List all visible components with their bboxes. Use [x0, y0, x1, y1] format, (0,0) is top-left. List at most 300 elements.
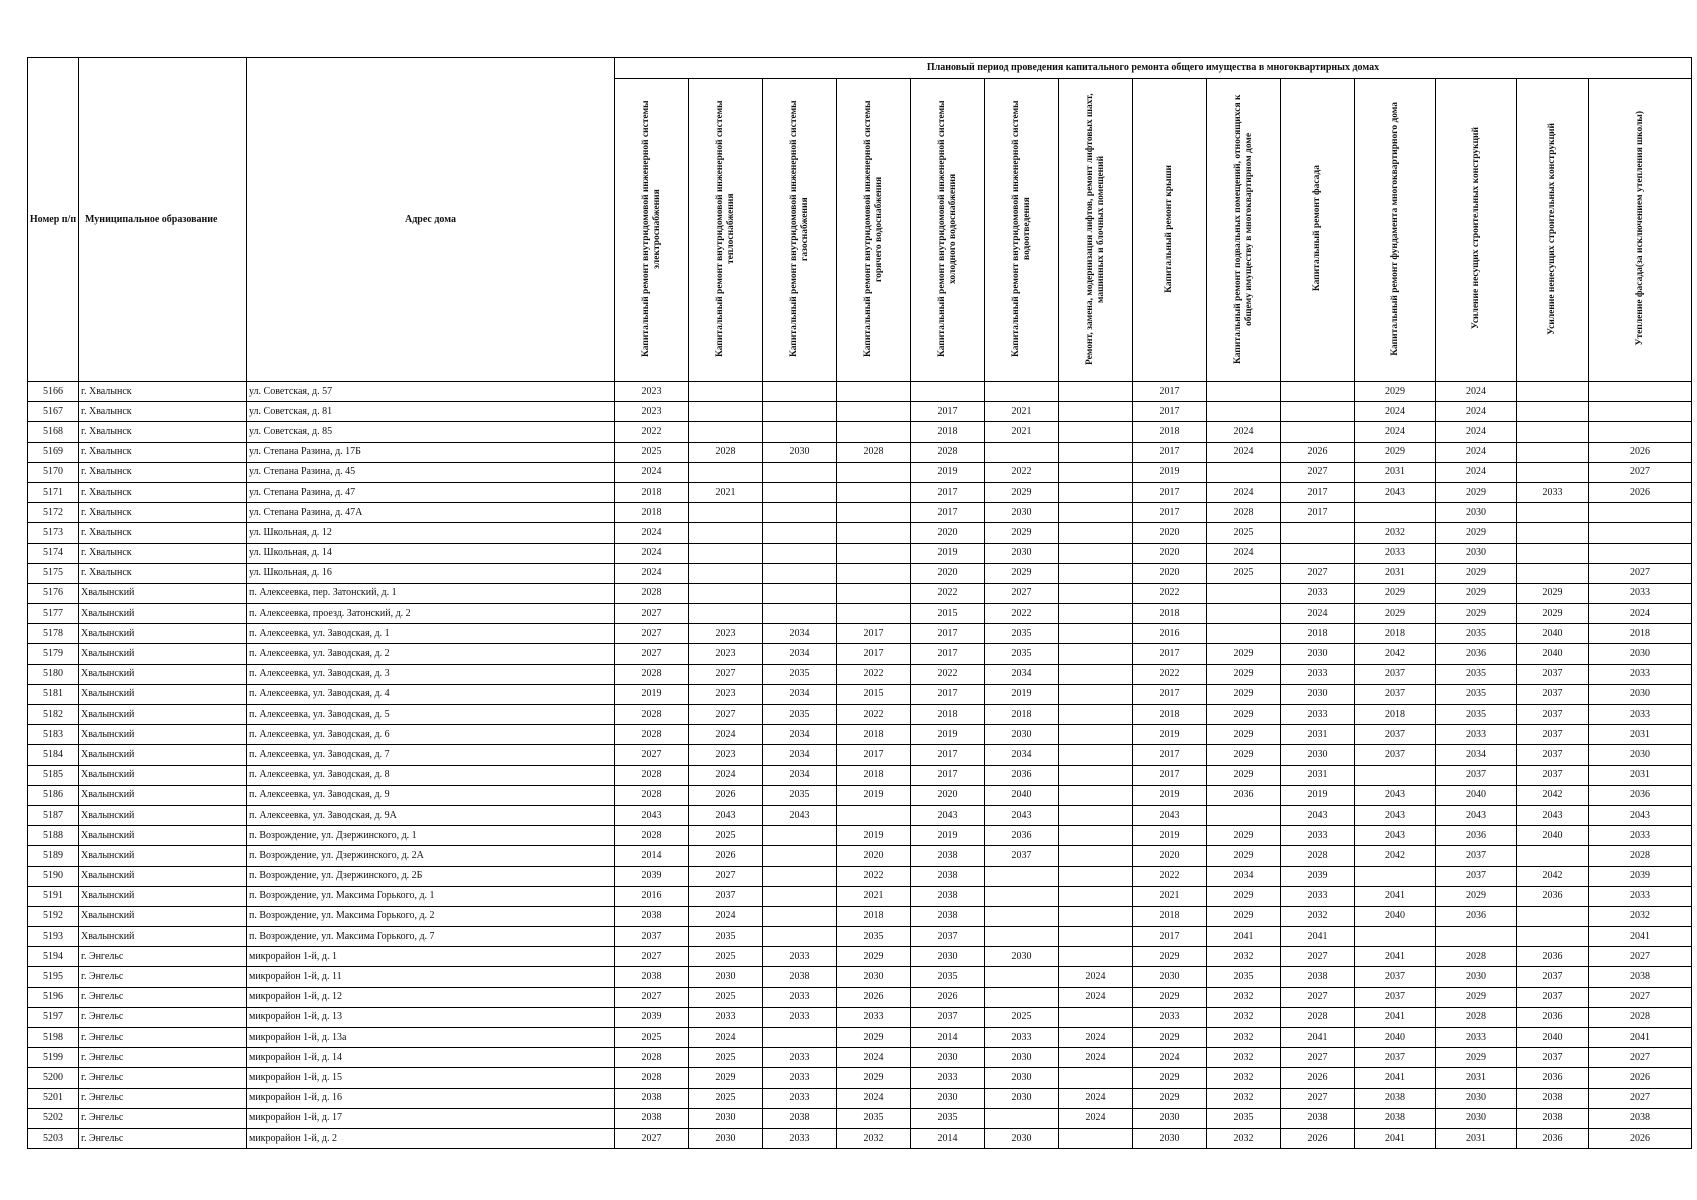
cell-year: [763, 846, 837, 866]
cell-year: 2035: [837, 1108, 911, 1128]
cell-year: 2025: [615, 442, 689, 462]
cell-year: [1517, 382, 1589, 402]
cell-year: 2022: [1133, 866, 1207, 886]
cell-number: 5193: [28, 927, 79, 947]
cell-municipality: Хвалынский: [79, 705, 247, 725]
cell-municipality: г. Хвалынск: [79, 402, 247, 422]
cell-year: 2038: [911, 866, 985, 886]
cell-year: 2030: [1133, 1108, 1207, 1128]
cell-year: 2029: [1207, 664, 1281, 684]
cell-number: 5197: [28, 1007, 79, 1027]
cell-year: 2027: [615, 1128, 689, 1148]
cell-year: 2025: [1207, 523, 1281, 543]
cell-year: [985, 967, 1059, 987]
cell-year: [1355, 866, 1436, 886]
cell-year: 2041: [1589, 1028, 1692, 1048]
cell-address: п. Возрождение, ул. Дзержинского, д. 2А: [247, 846, 615, 866]
header-work-9: [1207, 79, 1281, 382]
cell-year: 2030: [1281, 684, 1355, 704]
cell-year: 2038: [911, 886, 985, 906]
cell-year: 2029: [985, 563, 1059, 583]
cell-year: 2022: [1133, 583, 1207, 603]
table-row: [28, 1068, 1692, 1088]
cell-year: 2038: [615, 906, 689, 926]
cell-number: 5195: [28, 967, 79, 987]
cell-year: 2024: [1355, 402, 1436, 422]
header-work-1: [615, 79, 689, 382]
cell-year: 2028: [615, 1048, 689, 1068]
cell-number: 5196: [28, 987, 79, 1007]
cell-year: 2027: [689, 866, 763, 886]
cell-year: 2025: [689, 826, 763, 846]
cell-year: 2019: [837, 826, 911, 846]
cell-year: 2025: [689, 987, 763, 1007]
table-row: [28, 442, 1692, 462]
table-row: [28, 523, 1692, 543]
cell-year: [763, 462, 837, 482]
cell-year: 2038: [911, 906, 985, 926]
cell-year: 2017: [911, 624, 985, 644]
header-work-4: [837, 79, 911, 382]
cell-year: 2027: [615, 745, 689, 765]
cell-year: [689, 382, 763, 402]
cell-year: 2033: [1517, 482, 1589, 502]
cell-year: [1059, 382, 1133, 402]
cell-year: [763, 604, 837, 624]
cell-year: 2022: [837, 664, 911, 684]
cell-year: [1059, 725, 1133, 745]
cell-address: микрорайон 1-й, д. 14: [247, 1048, 615, 1068]
cell-year: 2020: [837, 846, 911, 866]
cell-address: п. Алексеевка, ул. Заводская, д. 9: [247, 785, 615, 805]
cell-year: 2020: [1133, 846, 1207, 866]
cell-year: 2037: [1355, 725, 1436, 745]
cell-year: 2027: [1589, 987, 1692, 1007]
cell-year: 2043: [911, 805, 985, 825]
cell-year: [1355, 765, 1436, 785]
cell-year: 2018: [1133, 906, 1207, 926]
cell-year: 2017: [1133, 402, 1207, 422]
cell-year: [763, 382, 837, 402]
cell-year: 2041: [1589, 927, 1692, 947]
cell-year: 2024: [1589, 604, 1692, 624]
capital-repair-table: [27, 57, 1692, 1149]
cell-year: 2032: [1207, 947, 1281, 967]
cell-year: [985, 442, 1059, 462]
cell-year: 2040: [1436, 785, 1517, 805]
cell-year: 2041: [1355, 1068, 1436, 1088]
cell-year: [1059, 402, 1133, 422]
cell-year: 2024: [615, 462, 689, 482]
table-row: [28, 805, 1692, 825]
cell-year: 2029: [1436, 987, 1517, 1007]
cell-year: 2022: [615, 422, 689, 442]
cell-year: 2024: [615, 523, 689, 543]
cell-year: 2038: [1517, 1108, 1589, 1128]
cell-year: [1059, 785, 1133, 805]
header-work-label: Капитальный ремонт подвальных помещений, относящихся к общему имуществу в многоквартирном доме: [1232, 93, 1254, 364]
cell-year: [763, 422, 837, 442]
cell-year: 2016: [1133, 624, 1207, 644]
table-row: [28, 906, 1692, 926]
cell-year: 2043: [1355, 482, 1436, 502]
cell-year: [985, 987, 1059, 1007]
cell-year: 2017: [1133, 765, 1207, 785]
cell-year: 2021: [985, 402, 1059, 422]
cell-year: 2033: [763, 987, 837, 1007]
cell-year: 2041: [1281, 1028, 1355, 1048]
cell-year: 2037: [1355, 987, 1436, 1007]
cell-year: 2018: [837, 765, 911, 785]
cell-year: 2017: [911, 684, 985, 704]
cell-year: 2036: [1436, 644, 1517, 664]
cell-year: 2037: [911, 1007, 985, 1027]
cell-address: ул. Советская, д. 85: [247, 422, 615, 442]
table-body: [28, 382, 1692, 1149]
cell-year: 2043: [763, 805, 837, 825]
cell-year: 2040: [1517, 1028, 1589, 1048]
cell-year: [1517, 846, 1589, 866]
cell-year: 2035: [1436, 624, 1517, 644]
cell-year: [1517, 402, 1589, 422]
cell-address: п. Алексеевка, ул. Заводская, д. 4: [247, 684, 615, 704]
cell-year: 2020: [1133, 563, 1207, 583]
cell-year: [1059, 1128, 1133, 1148]
cell-year: 2033: [763, 1048, 837, 1068]
table-row: [28, 422, 1692, 442]
cell-year: 2038: [1517, 1088, 1589, 1108]
cell-year: [763, 523, 837, 543]
cell-year: 2018: [1133, 604, 1207, 624]
cell-year: 2027: [1281, 462, 1355, 482]
table-row: [28, 705, 1692, 725]
cell-year: [1207, 382, 1281, 402]
cell-year: 2030: [911, 1048, 985, 1068]
cell-year: 2028: [837, 442, 911, 462]
cell-year: [1059, 886, 1133, 906]
cell-year: [763, 402, 837, 422]
cell-year: 2037: [911, 927, 985, 947]
cell-year: 2029: [1207, 906, 1281, 926]
cell-year: 2027: [1281, 563, 1355, 583]
cell-year: 2040: [1517, 624, 1589, 644]
cell-year: [985, 866, 1059, 886]
cell-year: 2024: [1059, 1028, 1133, 1048]
cell-municipality: г. Энгельс: [79, 967, 247, 987]
cell-year: 2022: [985, 604, 1059, 624]
cell-year: 2036: [985, 826, 1059, 846]
cell-year: 2017: [911, 402, 985, 422]
table-row: [28, 1028, 1692, 1048]
cell-year: 2043: [985, 805, 1059, 825]
cell-year: 2027: [1589, 1088, 1692, 1108]
cell-year: [1517, 563, 1589, 583]
header-address: Адрес дома: [247, 58, 615, 382]
cell-year: 2023: [615, 382, 689, 402]
cell-year: [985, 1108, 1059, 1128]
cell-year: 2033: [1589, 826, 1692, 846]
cell-year: [1059, 583, 1133, 603]
table-row: [28, 846, 1692, 866]
cell-year: 2018: [837, 725, 911, 745]
cell-year: 2029: [1517, 583, 1589, 603]
cell-number: 5202: [28, 1108, 79, 1128]
cell-address: п. Алексеевка, ул. Заводская, д. 3: [247, 664, 615, 684]
cell-address: п. Алексеевка, ул. Заводская, д. 5: [247, 705, 615, 725]
cell-year: 2038: [763, 967, 837, 987]
cell-year: [1059, 745, 1133, 765]
cell-municipality: Хвалынский: [79, 826, 247, 846]
cell-year: 2017: [911, 765, 985, 785]
cell-address: микрорайон 1-й, д. 1: [247, 947, 615, 967]
table-row: [28, 462, 1692, 482]
header-work-label: Капитальный ремонт внутридомовой инженерной системы газоснабжения: [788, 100, 810, 357]
cell-year: 2021: [985, 422, 1059, 442]
cell-year: [837, 402, 911, 422]
cell-year: 2020: [911, 785, 985, 805]
cell-year: 2037: [1517, 765, 1589, 785]
cell-year: 2030: [1436, 967, 1517, 987]
cell-municipality: г. Хвалынск: [79, 482, 247, 502]
cell-year: 2028: [615, 785, 689, 805]
cell-year: 2028: [615, 765, 689, 785]
table-row: [28, 1007, 1692, 1027]
cell-year: [1207, 624, 1281, 644]
cell-year: 2043: [1355, 785, 1436, 805]
cell-address: микрорайон 1-й, д. 11: [247, 967, 615, 987]
cell-year: 2029: [837, 947, 911, 967]
cell-year: 2022: [1133, 664, 1207, 684]
cell-number: 5175: [28, 563, 79, 583]
cell-municipality: Хвалынский: [79, 846, 247, 866]
cell-year: 2027: [689, 664, 763, 684]
cell-year: 2037: [1436, 866, 1517, 886]
cell-year: 2029: [1355, 604, 1436, 624]
cell-year: 2019: [985, 684, 1059, 704]
cell-year: [837, 382, 911, 402]
cell-address: микрорайон 1-й, д. 2: [247, 1128, 615, 1148]
cell-year: 2024: [1059, 1088, 1133, 1108]
cell-year: 2030: [1589, 684, 1692, 704]
table-row: [28, 402, 1692, 422]
cell-address: п. Алексеевка, ул. Заводская, д. 9А: [247, 805, 615, 825]
header-work-label: Утепление фасада(за исключением утепления школы): [1634, 111, 1645, 346]
cell-year: 2027: [689, 705, 763, 725]
table-row: [28, 583, 1692, 603]
cell-year: 2029: [1207, 705, 1281, 725]
cell-year: [985, 906, 1059, 926]
cell-year: [1207, 805, 1281, 825]
cell-year: [1059, 684, 1133, 704]
cell-year: 2033: [1589, 886, 1692, 906]
cell-year: [763, 927, 837, 947]
cell-year: 2017: [1133, 482, 1207, 502]
cell-year: 2035: [985, 624, 1059, 644]
cell-address: п. Возрождение, ул. Дзержинского, д. 2Б: [247, 866, 615, 886]
table-row: [28, 563, 1692, 583]
cell-year: [763, 583, 837, 603]
cell-address: микрорайон 1-й, д. 13: [247, 1007, 615, 1027]
cell-year: 2030: [985, 725, 1059, 745]
cell-address: ул. Советская, д. 81: [247, 402, 615, 422]
header-work-10: [1281, 79, 1355, 382]
cell-number: 5190: [28, 866, 79, 886]
cell-year: 2030: [1589, 644, 1692, 664]
cell-address: п. Алексеевка, ул. Заводская, д. 7: [247, 745, 615, 765]
cell-year: 2018: [837, 906, 911, 926]
cell-year: [1589, 503, 1692, 523]
cell-year: 2028: [615, 1068, 689, 1088]
cell-year: 2029: [1207, 886, 1281, 906]
cell-year: [837, 422, 911, 442]
cell-municipality: г. Хвалынск: [79, 462, 247, 482]
cell-year: 2029: [837, 1028, 911, 1048]
cell-number: 5169: [28, 442, 79, 462]
cell-year: 2029: [1133, 1068, 1207, 1088]
cell-year: 2037: [1355, 967, 1436, 987]
cell-year: 2033: [1436, 725, 1517, 745]
cell-year: [763, 1028, 837, 1048]
cell-year: 2024: [615, 563, 689, 583]
cell-year: 2038: [1589, 967, 1692, 987]
cell-year: 2029: [985, 482, 1059, 502]
cell-year: 2033: [837, 1007, 911, 1027]
cell-municipality: Хвалынский: [79, 604, 247, 624]
cell-year: 2029: [1207, 846, 1281, 866]
cell-municipality: Хвалынский: [79, 765, 247, 785]
cell-year: 2024: [837, 1088, 911, 1108]
cell-year: [1281, 422, 1355, 442]
cell-year: 2023: [689, 684, 763, 704]
cell-year: [689, 462, 763, 482]
cell-year: 2038: [1589, 1108, 1692, 1128]
cell-year: 2030: [985, 947, 1059, 967]
cell-year: 2035: [689, 927, 763, 947]
cell-municipality: Хвалынский: [79, 745, 247, 765]
cell-year: 2034: [985, 745, 1059, 765]
table-row: [28, 927, 1692, 947]
cell-year: 2030: [1133, 967, 1207, 987]
cell-year: 2030: [689, 967, 763, 987]
cell-year: [1207, 604, 1281, 624]
cell-year: 2024: [689, 765, 763, 785]
header-work-7: [1059, 79, 1133, 382]
cell-address: ул. Советская, д. 57: [247, 382, 615, 402]
cell-year: 2027: [1589, 462, 1692, 482]
cell-year: 2041: [1207, 927, 1281, 947]
table-row: [28, 745, 1692, 765]
cell-year: 2041: [1355, 947, 1436, 967]
cell-year: 2027: [1281, 947, 1355, 967]
cell-municipality: г. Хвалынск: [79, 382, 247, 402]
cell-year: [1281, 523, 1355, 543]
cell-year: 2041: [1355, 1007, 1436, 1027]
cell-year: 2038: [615, 1108, 689, 1128]
cell-year: 2037: [1517, 684, 1589, 704]
cell-year: [1281, 543, 1355, 563]
cell-year: 2023: [689, 745, 763, 765]
cell-municipality: Хвалынский: [79, 624, 247, 644]
cell-number: 5200: [28, 1068, 79, 1088]
cell-year: 2038: [1355, 1108, 1436, 1128]
cell-number: 5167: [28, 402, 79, 422]
cell-year: 2030: [911, 947, 985, 967]
cell-year: 2034: [763, 745, 837, 765]
table-row: [28, 684, 1692, 704]
cell-year: 2036: [1517, 947, 1589, 967]
cell-number: 5201: [28, 1088, 79, 1108]
cell-year: [689, 604, 763, 624]
cell-number: 5173: [28, 523, 79, 543]
cell-year: [763, 886, 837, 906]
table-row: [28, 785, 1692, 805]
cell-year: [1517, 906, 1589, 926]
table-row: [28, 987, 1692, 1007]
cell-year: 2041: [1355, 886, 1436, 906]
cell-year: 2028: [615, 725, 689, 745]
cell-year: [1059, 866, 1133, 886]
cell-address: ул. Степана Разина, д. 47: [247, 482, 615, 502]
cell-year: 2024: [689, 906, 763, 926]
cell-year: 2025: [615, 1028, 689, 1048]
cell-year: 2024: [615, 543, 689, 563]
cell-year: 2043: [1355, 805, 1436, 825]
cell-year: [1059, 947, 1133, 967]
cell-year: 2017: [1133, 927, 1207, 947]
cell-year: 2039: [1589, 866, 1692, 886]
cell-year: [1059, 422, 1133, 442]
cell-year: 2031: [1589, 765, 1692, 785]
cell-year: 2018: [985, 705, 1059, 725]
cell-year: 2019: [911, 826, 985, 846]
cell-address: микрорайон 1-й, д. 16: [247, 1088, 615, 1108]
cell-year: 2037: [1517, 725, 1589, 745]
cell-year: 2026: [1589, 482, 1692, 502]
cell-year: [1059, 523, 1133, 543]
cell-year: 2028: [911, 442, 985, 462]
cell-year: 2028: [1281, 846, 1355, 866]
cell-municipality: г. Энгельс: [79, 1007, 247, 1027]
cell-year: 2043: [615, 805, 689, 825]
cell-year: [689, 523, 763, 543]
cell-year: 2032: [1355, 523, 1436, 543]
cell-year: 2033: [1133, 1007, 1207, 1027]
cell-year: [1059, 705, 1133, 725]
cell-year: 2033: [911, 1068, 985, 1088]
cell-number: 5179: [28, 644, 79, 664]
cell-year: 2026: [1281, 1068, 1355, 1088]
cell-year: 2031: [1589, 725, 1692, 745]
cell-municipality: Хвалынский: [79, 927, 247, 947]
cell-year: 2017: [1133, 503, 1207, 523]
cell-year: 2021: [837, 886, 911, 906]
cell-year: 2018: [1133, 422, 1207, 442]
cell-year: 2024: [1059, 967, 1133, 987]
cell-number: 5183: [28, 725, 79, 745]
cell-number: 5168: [28, 422, 79, 442]
cell-year: [1589, 382, 1692, 402]
cell-year: 2036: [1517, 886, 1589, 906]
cell-year: 2029: [689, 1068, 763, 1088]
cell-year: [837, 543, 911, 563]
table-row: [28, 482, 1692, 502]
cell-year: 2029: [837, 1068, 911, 1088]
cell-year: 2027: [615, 947, 689, 967]
cell-municipality: Хвалынский: [79, 906, 247, 926]
cell-year: 2029: [1207, 644, 1281, 664]
header-work-12: [1436, 79, 1517, 382]
cell-year: 2019: [1133, 725, 1207, 745]
